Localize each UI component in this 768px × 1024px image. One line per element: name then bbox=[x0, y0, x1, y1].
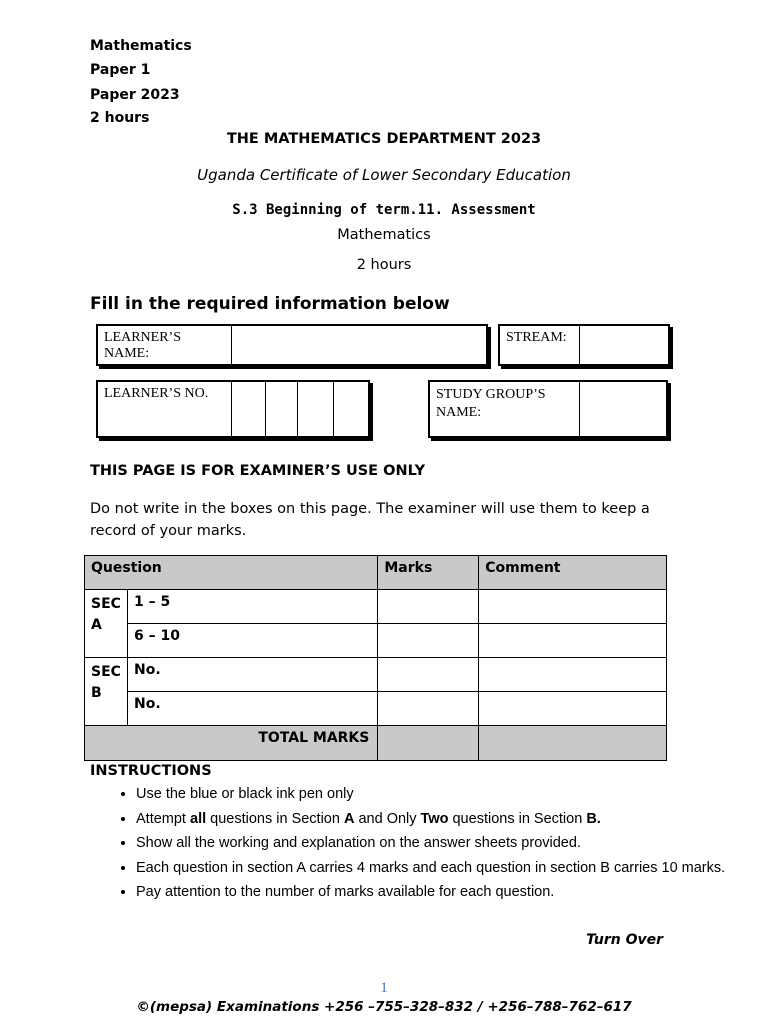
instruction-item: • Pay attention to the number of marks available for each question. bbox=[136, 880, 736, 905]
learner-no-label: LEARNER’S NO. bbox=[98, 382, 232, 436]
stream-label: STREAM: bbox=[500, 326, 580, 364]
sec-a-row-2: 6 – 10 bbox=[127, 624, 377, 658]
instructions-list bbox=[90, 782, 736, 905]
study-group-box bbox=[428, 380, 668, 438]
page-number: 1 bbox=[380, 980, 388, 996]
header-question: Question bbox=[85, 556, 378, 590]
instruction-text: questions in Section bbox=[206, 810, 344, 827]
examiner-note: Do not write in the boxes on this page. The examiner will use them to keep a record of your marks. bbox=[90, 501, 650, 539]
learner-name-box bbox=[96, 324, 488, 366]
sec-b-label: SEC B bbox=[85, 658, 128, 726]
instruction-text: Attempt bbox=[136, 810, 190, 827]
paper-year-label: Paper 2023 bbox=[90, 87, 180, 103]
instruction-item: • Show all the working and explanation on the answer sheets provided. bbox=[136, 831, 736, 856]
comment-cell bbox=[479, 658, 667, 692]
duration-label: 2 hours bbox=[90, 110, 150, 126]
instruction-text: and Only bbox=[354, 810, 421, 827]
assessment-title: S.3 Beginning of term.11. Assessment bbox=[232, 202, 536, 218]
marks-cell bbox=[378, 624, 479, 658]
study-group-label: STUDY GROUP’S NAME: bbox=[430, 382, 580, 436]
total-marks-cell bbox=[378, 726, 479, 761]
turn-over-label: Turn Over bbox=[586, 932, 663, 948]
table-header-row bbox=[85, 556, 667, 590]
learner-no-digit-4[interactable] bbox=[334, 382, 368, 436]
instruction-emphasis: Two bbox=[420, 810, 449, 827]
learner-no-digit-2[interactable] bbox=[266, 382, 298, 436]
table-row bbox=[85, 692, 667, 726]
table-row bbox=[85, 590, 667, 624]
sec-a-row-1: 1 – 5 bbox=[127, 590, 377, 624]
comment-cell bbox=[479, 624, 667, 658]
stream-box bbox=[498, 324, 670, 366]
marks-cell bbox=[378, 658, 479, 692]
marks-cell bbox=[378, 590, 479, 624]
instruction-text: questions in Section bbox=[448, 810, 587, 827]
certificate-title: Uganda Certificate of Lower Secondary Education bbox=[197, 166, 571, 184]
paper-label: Paper 1 bbox=[90, 62, 151, 78]
study-group-field[interactable] bbox=[580, 382, 666, 436]
subject-title: Mathematics bbox=[337, 227, 431, 243]
marks-cell bbox=[378, 692, 479, 726]
total-marks-label: TOTAL MARKS bbox=[85, 726, 378, 761]
table-row bbox=[85, 624, 667, 658]
department-title: THE MATHEMATICS DEPARTMENT 2023 bbox=[226, 131, 542, 147]
learner-name-field[interactable] bbox=[232, 326, 486, 364]
learner-no-digit-1[interactable] bbox=[232, 382, 266, 436]
sec-b-row-2: No. bbox=[127, 692, 377, 726]
sec-a-label: SEC A bbox=[85, 590, 128, 658]
examiner-marks-table bbox=[84, 555, 667, 761]
comment-cell bbox=[479, 590, 667, 624]
header-comment: Comment bbox=[479, 556, 667, 590]
learner-no-digit-3[interactable] bbox=[298, 382, 334, 436]
total-comment-cell bbox=[479, 726, 667, 761]
stream-field[interactable] bbox=[580, 326, 668, 364]
duration-title: 2 hours bbox=[356, 257, 412, 273]
learner-name-label: LEARNER’S NAME: bbox=[98, 326, 232, 364]
instructions-heading: INSTRUCTIONS bbox=[90, 763, 212, 779]
header-marks: Marks bbox=[378, 556, 479, 590]
footer-copyright: ©(mepsa) Examinations +256 –755–328–832 / +256–788–762–617 bbox=[136, 999, 632, 1015]
instruction-emphasis: A bbox=[343, 810, 355, 827]
instruction-emphasis: B. bbox=[586, 810, 601, 827]
comment-cell bbox=[479, 692, 667, 726]
instruction-item: • Use the blue or black ink pen only bbox=[136, 782, 736, 807]
instruction-item bbox=[136, 807, 736, 832]
form-heading: Fill in the required information below bbox=[90, 294, 450, 314]
total-row bbox=[85, 726, 667, 761]
table-row bbox=[85, 658, 667, 692]
sec-b-row-1: No. bbox=[127, 658, 377, 692]
instruction-emphasis: all bbox=[190, 810, 207, 827]
learner-no-box bbox=[96, 380, 370, 438]
subject-label: Mathematics bbox=[90, 38, 192, 54]
instruction-item: • Each question in section A carries 4 marks and each question in section B carries 10 marks. bbox=[136, 856, 736, 881]
examiner-heading: THIS PAGE IS FOR EXAMINER’S USE ONLY bbox=[90, 463, 426, 479]
